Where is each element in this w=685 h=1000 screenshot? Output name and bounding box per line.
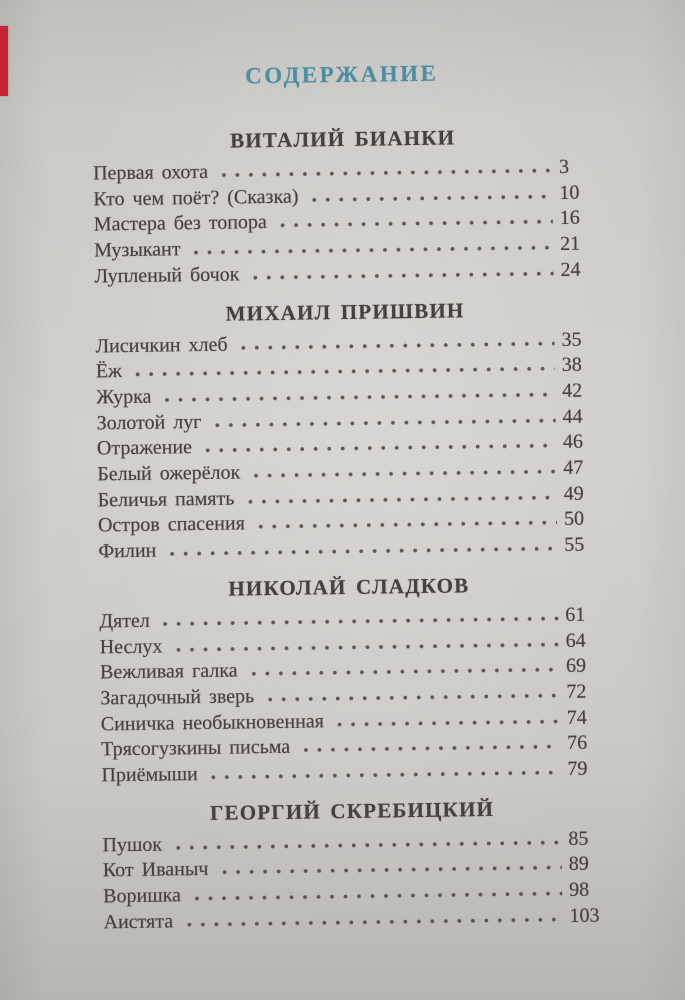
entry-page-number: 44 [562,405,583,428]
dot-leader [129,359,555,377]
entry-title: Лупленый бочок [94,263,240,288]
entry-title: Приёмыши [101,763,198,787]
entry-page-number: 49 [563,482,584,505]
dot-leader [331,712,560,727]
dot-leader [187,238,553,255]
entry-title: Синичка необыкновенная [100,709,325,736]
entry-page-number: 10 [559,181,580,204]
page-title: СОДЕРЖАНИЕ [244,60,439,89]
toc-section [93,122,595,289]
entry-page-number: 76 [566,731,588,755]
dot-leader [180,910,563,927]
entry-title: Кто чем поёт? (Сказка) [93,185,299,211]
dot-leader [169,635,558,652]
entry-page-number: 74 [566,706,587,729]
entry-page-number: 85 [568,827,589,850]
entry-title: Пушок [102,833,163,857]
entry-title: Загадочный зверь [100,685,255,710]
entry-page-number: 47 [563,456,584,479]
entry-page-number: 98 [569,878,590,902]
entry-page-number: 64 [565,629,586,652]
entry-list [102,826,603,936]
dot-leader [188,884,562,901]
entry-title: Неслух [99,635,163,658]
entry-title: Журка [96,385,152,409]
dot-leader [247,462,556,478]
entry-page-number: 103 [569,904,600,927]
entry-page-number: 38 [561,353,582,377]
author-heading: НИКОЛАЙ СЛАДКОВ [228,573,470,601]
entry-page-number: 79 [567,757,588,780]
dot-leader [215,161,552,178]
entry-title: Кот Иваныч [102,858,209,882]
entry-page-number: 72 [566,680,587,703]
author-heading: ВИТАЛИЙ БИАНКИ [229,125,456,153]
toc-section [99,570,602,789]
entry-title: Отражение [96,436,193,460]
entry-title: Остров спасения [97,512,245,537]
entry-title: Аистята [103,910,174,934]
dot-leader [205,763,561,780]
entry-title: Лисичкин хлеб [95,333,228,357]
entry-title: Воришка [103,884,182,908]
entry-page-number: 3 [558,155,570,178]
entry-page-number: 89 [568,853,589,876]
dot-leader [157,609,559,627]
entry-list [93,154,595,289]
dot-leader [246,264,553,280]
entry-page-number: 69 [565,654,587,678]
entry-page-number: 16 [559,207,580,230]
entry-page-number: 50 [563,508,585,531]
dot-leader [158,385,555,403]
dot-leader [199,436,556,453]
entry-title: Трясогузкины письма [101,736,291,761]
dot-leader [234,334,554,350]
author-heading: ГЕОРГИЙ СКРЕБИЦКИЙ [209,796,495,825]
entry-list [99,602,601,789]
entry-title: Белый ожерёлок [97,461,241,486]
entry-title: Музыкант [94,238,181,262]
dot-leader [305,187,552,202]
toc-section [102,794,604,936]
entry-title: Беличья память [97,487,235,512]
entry-page-number: 55 [564,533,585,557]
entry-page-number: 61 [565,603,586,626]
dot-leader [261,686,559,702]
entry-title: Дятел [99,609,150,633]
dot-leader [169,833,562,850]
entry-page-number: 21 [559,232,581,256]
entry-title: Мастера без топора [93,211,268,236]
entry-page-number: 24 [560,258,581,281]
entry-title: Филин [98,539,157,563]
entry-title: Вежливая галка [99,659,238,684]
entry-title: Ёж [95,360,123,383]
author-heading: МИХАИЛ ПРИШВИН [225,297,465,326]
dot-leader [245,660,560,676]
dot-leader [208,411,555,428]
entry-title: Первая охота [92,160,209,185]
entry-page-number: 35 [561,328,582,351]
dot-leader [274,212,553,228]
entry-title: Золотой луг [96,410,202,435]
toc-sections [93,122,604,935]
entry-page-number: 42 [562,379,583,402]
dot-leader [297,737,560,753]
dot-leader [241,488,556,504]
toc-section [95,295,599,565]
dot-leader [215,858,562,875]
entry-page-number: 46 [562,430,584,454]
dot-leader [252,513,557,529]
dot-leader [163,539,557,557]
entry-list [95,327,598,565]
